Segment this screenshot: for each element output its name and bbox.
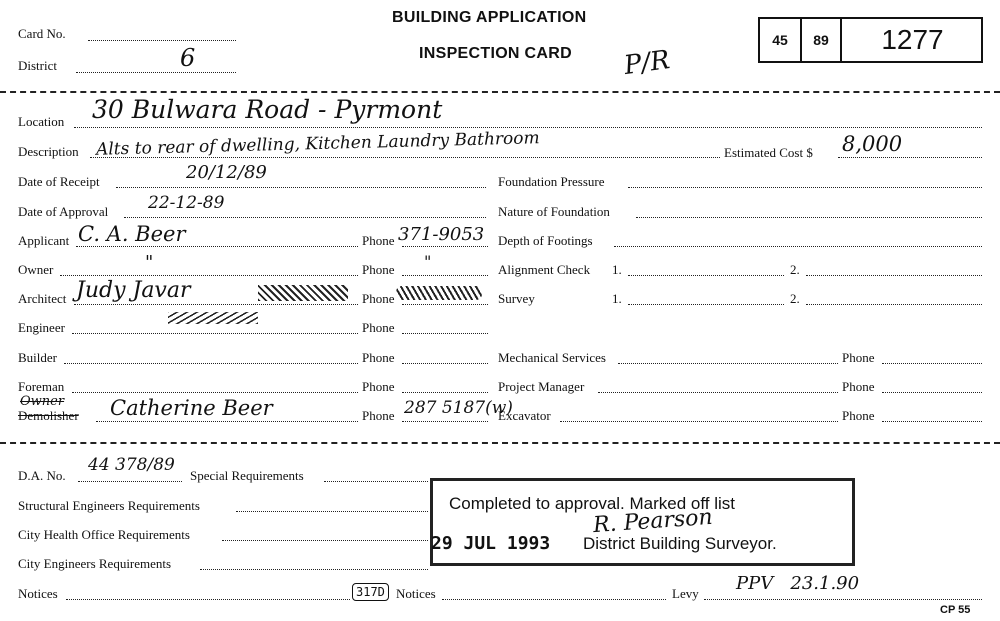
description-label: Description bbox=[18, 144, 79, 159]
notices-label: Notices bbox=[18, 586, 58, 601]
box-number: 1277 bbox=[881, 24, 944, 55]
phone-label-5: Phone bbox=[362, 350, 395, 365]
nature-foundation-label: Nature of Foundation bbox=[498, 204, 610, 219]
demolisher-phone: 287 5187(w) bbox=[404, 398, 513, 418]
foreman-label: Foreman bbox=[18, 379, 65, 394]
date-approval-label: Date of Approval bbox=[18, 204, 109, 219]
alignment-num2: 2. bbox=[790, 262, 800, 277]
architect-value: Judy Javar bbox=[76, 278, 191, 303]
city-eng-label: City Engineers Requirements bbox=[18, 556, 172, 571]
phone-label-1: Phone bbox=[362, 233, 395, 248]
stamp-signature: R. Pearson bbox=[592, 504, 714, 539]
description-value: Alts to rear of dwelling, Kitchen Laundry Bathroom bbox=[95, 128, 540, 160]
owner-struck-label: Owner bbox=[20, 394, 65, 409]
phone-label-pm: Phone bbox=[842, 379, 875, 394]
engineer-label: Engineer bbox=[18, 320, 65, 335]
stamp-date: 29 JUL 1993 bbox=[431, 533, 551, 554]
levy-label: Levy bbox=[672, 586, 699, 601]
box-code1: 45 bbox=[760, 19, 802, 61]
card-no-label: Card No. bbox=[18, 26, 66, 41]
form-title-line1: BUILDING APPLICATION bbox=[392, 9, 587, 26]
alignment-num1: 1. bbox=[612, 262, 622, 277]
owner-value: " bbox=[145, 252, 154, 273]
builder-label: Builder bbox=[18, 350, 57, 365]
architect-scribble bbox=[258, 285, 348, 301]
card-no-line bbox=[88, 40, 236, 41]
district-value: 6 bbox=[180, 44, 196, 72]
phone-label-4: Phone bbox=[362, 320, 395, 335]
engineer-scribble bbox=[168, 312, 258, 324]
demolisher-label: Demolisher bbox=[18, 408, 79, 423]
notices-box: 317D bbox=[352, 583, 389, 601]
notices-label-2: Notices bbox=[396, 586, 436, 601]
date-receipt-label: Date of Receipt bbox=[18, 174, 100, 189]
form-title-line2: INSPECTION CARD bbox=[419, 45, 572, 62]
form-code: CP 55 bbox=[940, 604, 971, 616]
divider-top bbox=[0, 91, 1000, 93]
phone-label-7: Phone bbox=[362, 408, 395, 423]
date-receipt-value: 20/12/89 bbox=[186, 162, 267, 183]
stamp-line2: District Building Surveyor. bbox=[583, 534, 777, 553]
applicant-phone: 371-9053 bbox=[398, 224, 485, 245]
phone-label-mech: Phone bbox=[842, 350, 875, 365]
date-approval-value: 22-12-89 bbox=[148, 193, 225, 213]
divider-bottom bbox=[0, 442, 1000, 444]
foundation-pressure-label: Foundation Pressure bbox=[498, 174, 605, 189]
title-annotation: P/R bbox=[622, 44, 672, 82]
da-no-value: 44 378/89 bbox=[88, 455, 175, 475]
survey-label: Survey bbox=[498, 291, 535, 306]
estimated-cost-value: 8,000 bbox=[842, 132, 903, 156]
alignment-check-label: Alignment Check bbox=[498, 262, 591, 277]
applicant-label: Applicant bbox=[18, 233, 70, 248]
depth-footings-label: Depth of Footings bbox=[498, 233, 593, 248]
phone-label-6: Phone bbox=[362, 379, 395, 394]
health-label: City Health Office Requirements bbox=[18, 527, 190, 542]
project-manager-label: Project Manager bbox=[498, 379, 585, 394]
estimated-cost-label: Estimated Cost $ bbox=[724, 145, 813, 160]
excavator-label: Excavator bbox=[498, 408, 551, 423]
demolisher-value: Catherine Beer bbox=[110, 396, 273, 420]
approval-stamp bbox=[430, 478, 855, 566]
district-label: District bbox=[18, 58, 57, 73]
mechanical-label: Mechanical Services bbox=[498, 350, 606, 365]
phone-label-3: Phone bbox=[362, 291, 395, 306]
architect-label: Architect bbox=[18, 291, 67, 306]
special-req-label: Special Requirements bbox=[190, 468, 304, 483]
da-no-label: D.A. No. bbox=[18, 468, 66, 483]
structural-label: Structural Engineers Requirements bbox=[18, 498, 200, 513]
survey-num2: 2. bbox=[790, 291, 800, 306]
district-line bbox=[76, 72, 236, 73]
levy-value: PPV 23.1.90 bbox=[736, 573, 860, 594]
stamp-line1: Completed to approval. Marked off list bbox=[449, 494, 735, 513]
phone-label-2: Phone bbox=[362, 262, 395, 277]
card-number-box bbox=[758, 17, 983, 63]
architect-phone-scribble bbox=[396, 286, 482, 300]
box-code2: 89 bbox=[802, 19, 842, 61]
location-value: 30 Bulwara Road - Pyrmont bbox=[92, 95, 443, 124]
location-label: Location bbox=[18, 114, 65, 129]
owner-phone: " bbox=[424, 252, 432, 271]
phone-label-exc: Phone bbox=[842, 408, 875, 423]
survey-num1: 1. bbox=[612, 291, 622, 306]
applicant-value: C. A. Beer bbox=[78, 222, 186, 246]
owner-label: Owner bbox=[18, 262, 54, 277]
